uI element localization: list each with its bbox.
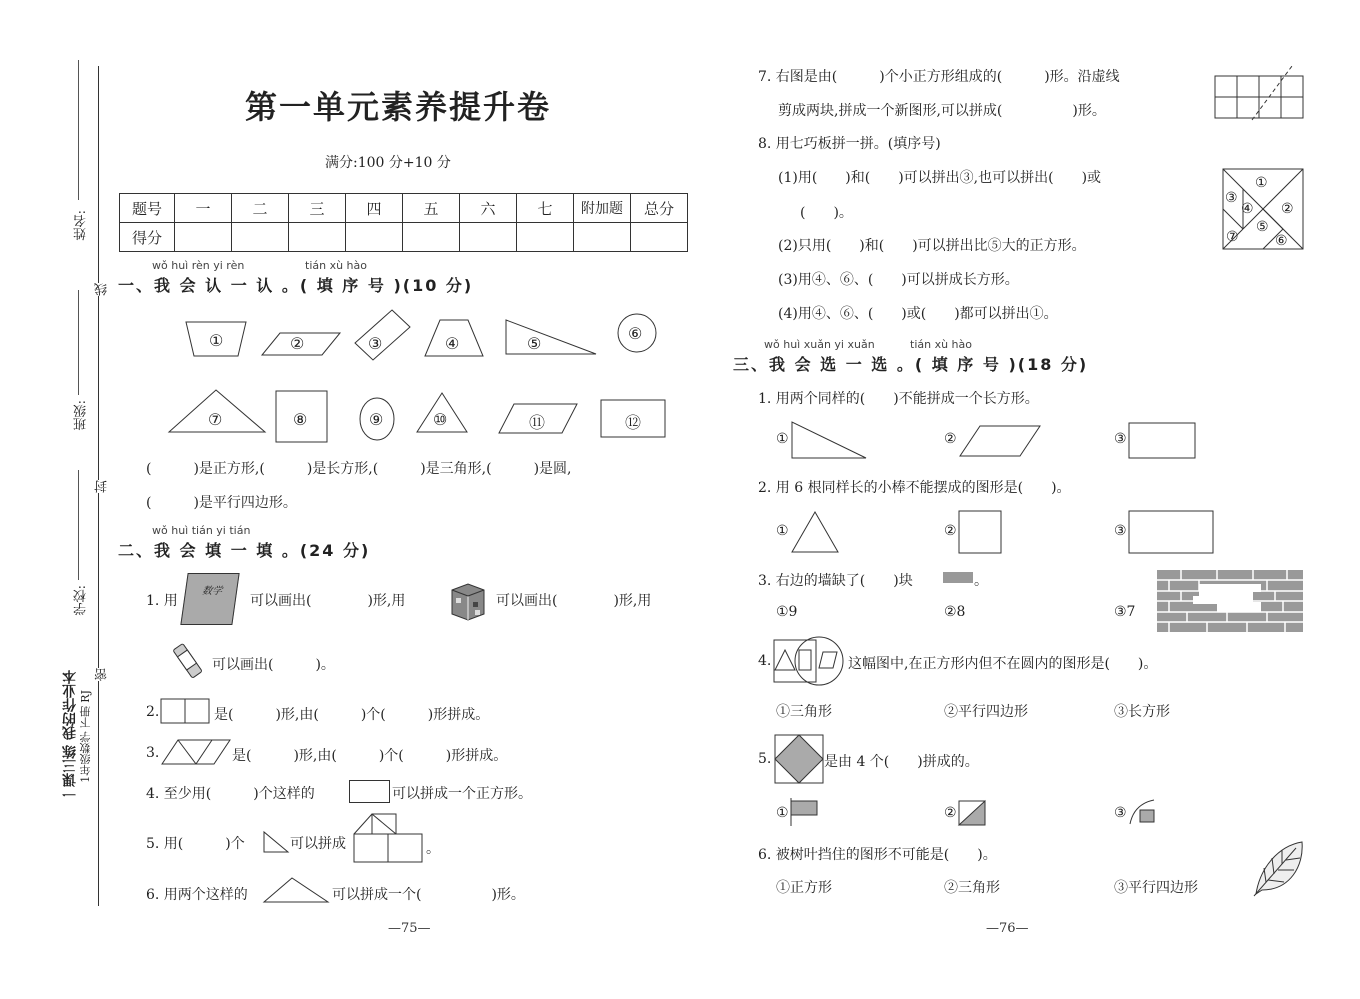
s3-q6-option[interactable]: ③平行四边形 <box>1114 880 1198 896</box>
tangram-label: ⑦ <box>1226 229 1239 245</box>
q7-line-1[interactable]: 7. 右图是由( )个小正方形组成的( )形。沿虚线 <box>758 69 1120 85</box>
glue-stick-image <box>170 640 204 680</box>
line-mark: 线 <box>95 283 110 296</box>
q8-part-4[interactable]: (4)用④、⑥、( )或( )都可以拼出①。 <box>778 306 1058 322</box>
book-info: 1年级数学 下册 RJ <box>79 690 92 783</box>
s3q2-square <box>958 510 1004 554</box>
q5-triangle <box>262 830 290 854</box>
option-mark[interactable]: ① <box>776 431 789 447</box>
s3-q4-num: 4. <box>758 653 772 669</box>
q1-text-3[interactable]: 可以画出( )。 <box>212 657 335 673</box>
q2-prefix: 2. <box>146 704 160 720</box>
q3-figure <box>160 738 232 766</box>
q5-text-3: 。 <box>426 841 440 857</box>
q8-part-2[interactable]: (2)只用( )和( )可以拼出比⑤大的正方形。 <box>778 238 1086 254</box>
page-title: 第一单元素养提升卷 <box>245 88 552 126</box>
score-header: 一 <box>175 194 232 223</box>
score-header: 附加题 <box>574 194 631 223</box>
score-header: 五 <box>403 194 460 223</box>
q2-text[interactable]: 是( )形,由( )个( )形拼成。 <box>214 707 490 723</box>
q7-line-2[interactable]: 剪成两块,拼成一个新图形,可以拼成( )形。 <box>778 103 1106 119</box>
option-mark[interactable]: ② <box>944 523 957 539</box>
q4-rectangle <box>349 780 391 804</box>
math-book-image <box>180 573 239 625</box>
shape-label: ⑪ <box>529 413 546 432</box>
s3q2-triangle <box>790 510 842 554</box>
shape-label: ⑧ <box>293 410 308 429</box>
q4-text-1[interactable]: 4. 至少用( )个这样的 <box>146 786 315 802</box>
shape-5-right-triangle <box>506 320 596 354</box>
seal-mark: 封 <box>95 480 110 493</box>
shape-label: ② <box>290 334 305 353</box>
sec1-title: 一、我 会 认 一 认 。( 填 序 号 )(10 分) <box>118 276 474 295</box>
option-mark[interactable]: ① <box>776 805 789 821</box>
q1-text-1[interactable]: 可以画出( )形,用 <box>250 593 406 609</box>
s3-q2: 2. 用 6 根同样长的小棒不能摆成的图形是( )。 <box>758 480 1071 496</box>
option-mark[interactable]: ① <box>776 523 789 539</box>
s3-q4-option[interactable]: ③长方形 <box>1114 704 1170 720</box>
q5-figure <box>352 812 426 864</box>
rubik-cube-image <box>448 582 488 622</box>
s3q1-parallelogram <box>958 424 1042 458</box>
q6-triangle <box>262 876 330 904</box>
tangram-label: ③ <box>1225 190 1238 206</box>
page-number-left: —75— <box>388 921 431 936</box>
sec3-pinyin-2: tián xù hào <box>910 338 972 351</box>
s3q1-rectangle <box>1128 422 1198 460</box>
option-mark[interactable]: ③ <box>1114 431 1127 447</box>
shape-label: ⑥ <box>628 324 643 343</box>
q8-title: 8. 用七巧板拼一拼。(填序号) <box>758 136 941 152</box>
option-mark[interactable]: ③ <box>1114 523 1127 539</box>
s3q5-opt3-figure <box>1128 798 1158 826</box>
book-label: 数学 <box>201 586 223 597</box>
sec1-pinyin: wǒ huì rèn yi rèn <box>152 259 245 272</box>
s3-q4-option[interactable]: ②平行四边形 <box>944 704 1028 720</box>
s3-q3-end: 。 <box>974 573 988 589</box>
s3-q3-option[interactable]: ②8 <box>944 604 966 620</box>
q5-text-1[interactable]: 5. 用( )个 <box>146 836 245 852</box>
shape-label: ⑩ <box>433 410 448 429</box>
brick-wall-figure <box>1157 570 1305 634</box>
q4-text-2[interactable]: 可以拼成一个正方形。 <box>392 786 532 802</box>
shape-label: ⑤ <box>527 334 542 353</box>
s3-q6: 6. 被树叶挡住的图形不可能是( )。 <box>758 847 997 863</box>
sec2-title: 二、我 会 填 一 填 。(24 分) <box>118 541 371 560</box>
shape-label: ① <box>209 331 224 350</box>
school-label: 学校: <box>74 585 89 616</box>
shape-3-rotated-rect <box>355 310 410 360</box>
sec1-answer-line-2[interactable]: ( )是平行四边形。 <box>146 495 297 511</box>
score-header: 七 <box>517 194 574 223</box>
s3q5-opt1-figure <box>790 798 820 826</box>
score-header: 总分 <box>631 194 688 223</box>
q6-text-1[interactable]: 6. 用两个这样的 <box>146 887 248 903</box>
brick-icon <box>943 572 973 583</box>
s3-q3-text: 3. 右边的墙缺了( )块 <box>758 573 913 589</box>
score-header: 六 <box>460 194 517 223</box>
s3-q4-text: 这幅图中,在正方形内但不在圆内的图形是( )。 <box>848 656 1158 672</box>
q8-part-1a[interactable]: (1)用( )和( )可以拼出③,也可以拼出( )或 <box>778 170 1102 186</box>
page-number-right: —76— <box>986 921 1029 936</box>
s3-q5-num: 5. <box>758 751 772 767</box>
s3q5-opt2-figure <box>958 800 988 826</box>
s3-q4-option[interactable]: ①三角形 <box>776 704 832 720</box>
leaf-icon <box>1250 838 1306 898</box>
tangram-label: ④ <box>1241 201 1254 217</box>
s3-q6-option[interactable]: ②三角形 <box>944 880 1000 896</box>
shape-label: ③ <box>368 334 383 353</box>
sec1-pinyin-2: tián xù hào <box>305 259 367 272</box>
tangram-label: ① <box>1255 175 1268 191</box>
q8-part-1b[interactable]: ( )。 <box>800 205 853 221</box>
tangram-label: ⑤ <box>1256 219 1269 235</box>
class-label: 班级: <box>74 400 89 431</box>
q1-text-2[interactable]: 可以画出( )形,用 <box>496 593 652 609</box>
glue-label <box>168 648 169 649</box>
score-row-label: 得分 <box>120 223 175 252</box>
tangram-label: ② <box>1281 201 1294 217</box>
option-mark[interactable]: ② <box>944 805 957 821</box>
s3-q3-option[interactable]: ③7 <box>1114 604 1136 620</box>
q8-part-3[interactable]: (3)用④、⑥、( )可以拼成长方形。 <box>778 272 1019 288</box>
option-mark[interactable]: ③ <box>1114 805 1127 821</box>
secret-mark: 密 <box>95 668 110 681</box>
shape-label: ⑨ <box>369 410 384 429</box>
tangram-label: ⑥ <box>1275 233 1288 249</box>
q3-prefix: 3. <box>146 745 160 761</box>
sec1-answer-line-1[interactable]: ( )是正方形,( )是长方形,( )是三角形,( )是圆, <box>146 461 572 477</box>
shape-label: ⑦ <box>208 410 223 429</box>
s3q2-rectangle <box>1128 510 1216 554</box>
sec3-title: 三、我 会 选 一 选 。( 填 序 号 )(18 分) <box>733 355 1089 374</box>
s3-q1: 1. 用两个同样的( )不能拼成一个长方形。 <box>758 391 1039 407</box>
s3q1-triangle <box>790 420 870 460</box>
full-score: 满分:100 分+10 分 <box>325 155 451 171</box>
s3q4-figure <box>773 638 847 684</box>
q6-text-2[interactable]: 可以拼成一个( )形。 <box>332 887 525 903</box>
book-brand: 一课三练 我的作业本 <box>62 670 78 801</box>
q5-text-2: 可以拼成 <box>290 836 346 852</box>
shape-label: ⑫ <box>625 413 642 432</box>
score-header: 四 <box>346 194 403 223</box>
score-header: 二 <box>232 194 289 223</box>
s3-q3-option[interactable]: ①9 <box>776 604 798 620</box>
option-mark[interactable]: ② <box>944 431 957 447</box>
shape-label: ④ <box>445 334 460 353</box>
q3-text[interactable]: 是( )形,由( )个( )形拼成。 <box>232 748 508 764</box>
name-label: 姓名: <box>74 210 89 241</box>
s3q5-figure <box>774 734 826 786</box>
sec3-pinyin: wǒ huì xuǎn yi xuǎn <box>764 338 875 351</box>
score-header: 题号 <box>120 194 175 223</box>
sec2-pinyin: wǒ huì tián yi tián <box>152 524 251 537</box>
score-header: 三 <box>289 194 346 223</box>
s3-q5-text: 是由 4 个( )拼成的。 <box>824 754 979 770</box>
q7-grid-figure <box>1214 64 1306 120</box>
q2-figure <box>160 698 212 726</box>
q1-prefix: 1. 用 <box>146 593 178 609</box>
s3-q6-option[interactable]: ①正方形 <box>776 880 832 896</box>
